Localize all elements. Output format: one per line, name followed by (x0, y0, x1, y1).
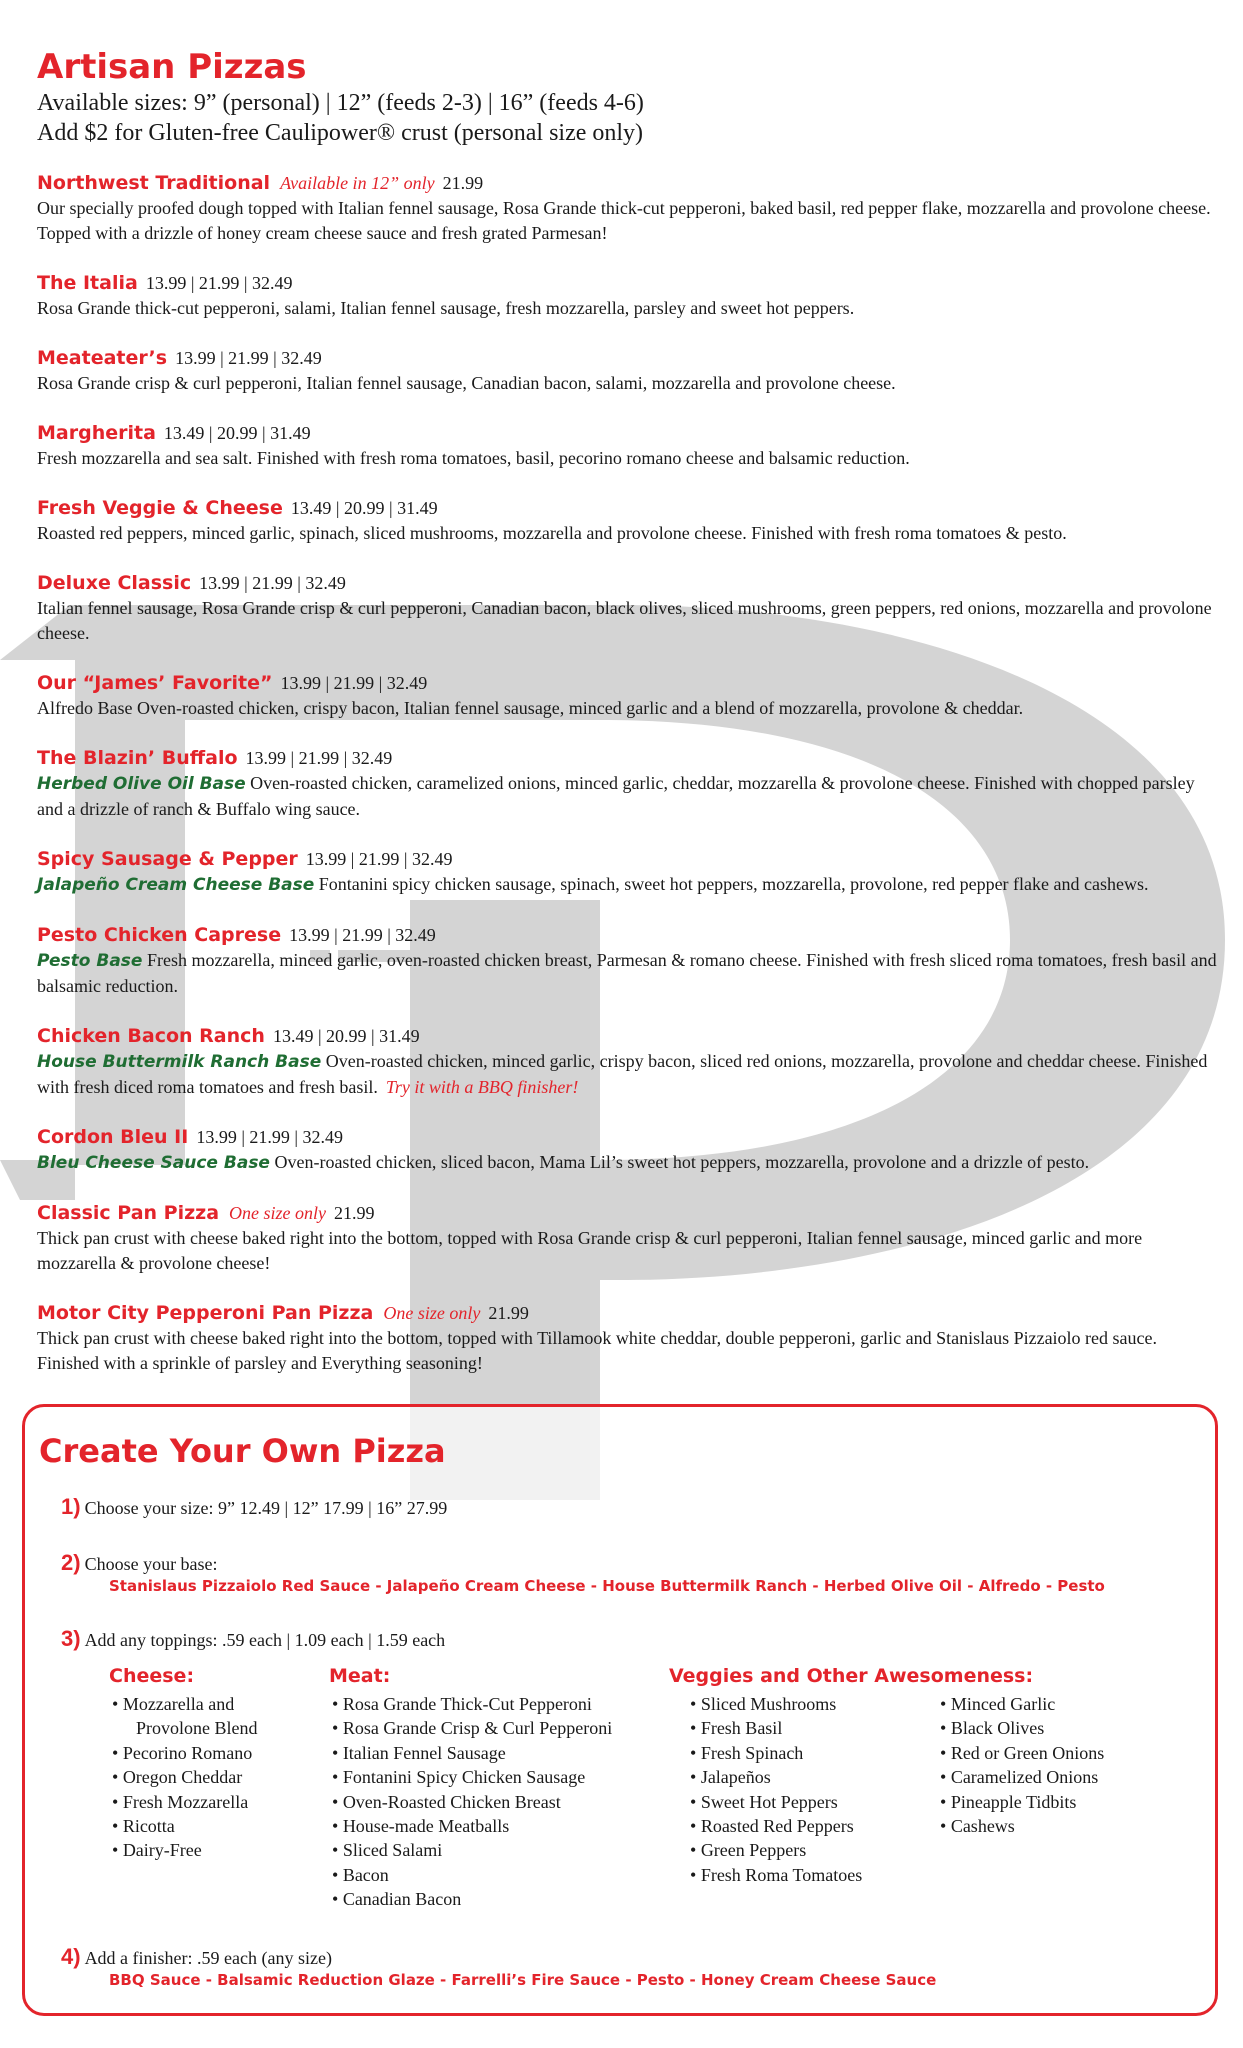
sizes-line: Available sizes: 9” (personal) | 12” (feeds 2-3) | 16” (feeds 4-6) (37, 90, 644, 116)
pizza-price: 13.49 | 20.99 | 31.49 (163, 423, 311, 443)
pizza-item (37, 1201, 1222, 1276)
list-item: • House-made Meatballs (332, 1814, 672, 1838)
pizza-header (37, 346, 1222, 371)
pizza-description: Roasted red peppers, minced garlic, spinach, sliced mushrooms, mozzarella and provolone cheese. Finished with fresh roma tomatoes & pesto. (37, 523, 1067, 543)
pizza-item (37, 671, 1222, 721)
list-item: • Fresh Mozzarella (112, 1790, 292, 1814)
pizza-price: 13.99 | 21.99 | 32.49 (175, 348, 322, 368)
pizza-header (37, 671, 1222, 696)
pizza-price: 13.99 | 21.99 | 32.49 (196, 1127, 344, 1147)
pizza-item (37, 1125, 1222, 1176)
pizza-description-block (37, 296, 1222, 321)
pizza-description: Fontanini spicy chicken sausage, spinach, sweet hot peppers, mozzarella, provolone, red pepper flake and cashews. (318, 874, 1149, 894)
pizza-name: Fresh Veggie & Cheese (37, 497, 283, 519)
list-item: • Fresh Basil (690, 1716, 930, 1740)
step-text: Add a finisher: .59 each (any size) (84, 1948, 332, 1968)
step-text: Choose your size: 9” 12.49 | 12” 17.99 | 16” 27.99 (84, 1498, 448, 1518)
list-item: • Bacon (332, 1863, 672, 1887)
pizza-description: Thick pan crust with cheese baked right into the bottom, topped with Rosa Grande crisp & curl pepperoni, Italian fennel sausage, minced garlic and more mozzarella & provolone cheese! (37, 1228, 1143, 1273)
pizza-name: Pesto Chicken Caprese (37, 924, 282, 946)
list-item: • Sliced Salami (332, 1838, 672, 1862)
pizza-description: Fresh mozzarella, minced garlic, oven-roasted chicken breast, Parmesan & romano cheese. Finished with fresh sliced roma tomatoes, fresh basil and balsamic reduction. (37, 950, 1217, 996)
pizza-item (37, 346, 1222, 396)
list-item: • Dairy-Free (112, 1838, 292, 1862)
pizza-base: Pesto Base (37, 951, 143, 971)
pizza-price: 21.99 (442, 173, 484, 193)
pizza-description-block (37, 371, 1222, 396)
pizza-description-block (37, 596, 1222, 646)
pizza-description-block (37, 446, 1222, 471)
pizza-header (37, 923, 1222, 948)
pizza-item (37, 923, 1222, 999)
pizza-description-block (37, 696, 1222, 721)
list-item: • Oregon Cheddar (112, 1765, 292, 1789)
pizza-description-block (37, 948, 1222, 999)
step-number: 3) (61, 1626, 81, 1651)
pizza-name: Classic Pan Pizza (37, 1202, 220, 1224)
step-text: Add any toppings: .59 each | 1.09 each | 1.59 each (84, 1630, 446, 1650)
pizza-item (37, 847, 1222, 898)
pizza-description: Thick pan crust with cheese baked right into the bottom, topped with Tillamook white cheddar, double pepperoni, garlic and Stanislaus Pizzaiolo red sauce. Finished with a sprinkle of parsley and Everything seasoning! (37, 1328, 1158, 1373)
pizza-name: Motor City Pepperoni Pan Pizza (37, 1302, 374, 1324)
list-item: • Oven-Roasted Chicken Breast (332, 1790, 672, 1814)
pizza-price: 13.49 | 20.99 | 31.49 (290, 498, 438, 518)
pizza-name: Cordon Bleu II (37, 1126, 189, 1148)
list-item: • Cashews (940, 1814, 1180, 1838)
header (37, 46, 1217, 148)
pizza-description-block (37, 521, 1222, 546)
pizza-header (37, 746, 1222, 771)
pizza-name: Spicy Sausage & Pepper (37, 848, 298, 870)
pizza-price: 21.99 (334, 1203, 375, 1223)
pizza-item (37, 421, 1222, 471)
pizza-base: House Buttermilk Ranch Base (37, 1052, 322, 1072)
list-item: • Minced Garlic (940, 1692, 1180, 1716)
list-item: • Rosa Grande Crisp & Curl Pepperoni (332, 1716, 672, 1740)
pizza-item (37, 1024, 1222, 1100)
veggies-heading: Veggies and Other Awesomeness: (669, 1665, 1034, 1687)
pizza-item (37, 496, 1222, 546)
pizza-price: 13.49 | 20.99 | 31.49 (272, 1026, 420, 1046)
cheese-list (112, 1692, 292, 1863)
list-item: • Fontanini Spicy Chicken Sausage (332, 1765, 672, 1789)
pizza-header (37, 1301, 1222, 1326)
step-number: 1) (61, 1494, 81, 1519)
pizza-description: Oven-roasted chicken, sliced bacon, Mama Lil’s sweet hot peppers, mozzarella, provolone and a drizzle of pesto. (274, 1152, 1090, 1172)
base-options: Stanislaus Pizzaiolo Red Sauce - Jalapeño Cream Cheese - House Buttermilk Ranch - Herbed Olive Oil - Alfredo - Pesto (109, 1577, 1105, 1595)
pizza-list (37, 171, 1222, 1401)
pizza-size-note: Available in 12” only (280, 173, 435, 193)
step-base (61, 1551, 218, 1576)
pizza-price: 21.99 (488, 1303, 529, 1323)
pizza-description-block (37, 196, 1222, 246)
meat-list (332, 1692, 672, 1912)
pizza-base: Herbed Olive Oil Base (37, 774, 246, 794)
meat-heading: Meat: (329, 1665, 391, 1687)
list-item: • Jalapeños (690, 1765, 930, 1789)
pizza-name: The Italia (37, 272, 138, 294)
pizza-name: Deluxe Classic (37, 572, 192, 594)
list-item: • Fresh Spinach (690, 1741, 930, 1765)
page-title: Artisan Pizzas (37, 47, 307, 87)
pizza-item (37, 1301, 1222, 1376)
veggies-list-2 (940, 1692, 1180, 1838)
cheese-heading: Cheese: (109, 1665, 195, 1687)
list-item: • Mozzarella and Provolone Blend (112, 1692, 292, 1741)
list-item: • Italian Fennel Sausage (332, 1741, 672, 1765)
pizza-price: 13.99 | 21.99 | 32.49 (245, 748, 393, 768)
pizza-header (37, 171, 1222, 196)
pizza-description-block (37, 1150, 1222, 1176)
pizza-description: Italian fennel sausage, Rosa Grande crisp & curl pepperoni, Canadian bacon, black olives, sliced mushrooms, green peppers, red onions, mozzarella and provolone cheese. (37, 598, 1212, 643)
pizza-header (37, 847, 1222, 872)
pizza-price: 13.99 | 21.99 | 32.49 (289, 925, 436, 945)
pizza-item (37, 746, 1222, 822)
pizza-header (37, 1024, 1222, 1049)
step-number: 4) (61, 1944, 81, 1969)
list-item: • Pecorino Romano (112, 1741, 292, 1765)
step-finisher (61, 1945, 332, 1970)
list-item: • Caramelized Onions (940, 1765, 1180, 1789)
step-number: 2) (61, 1550, 81, 1575)
list-item: • Sliced Mushrooms (690, 1692, 930, 1716)
cyo-title: Create Your Own Pizza (39, 1432, 446, 1470)
gluten-free-line: Add $2 for Gluten-free Caulipower® crust (personal size only) (37, 120, 644, 146)
pizza-item (37, 571, 1222, 646)
step-toppings (61, 1627, 445, 1652)
pizza-base: Bleu Cheese Sauce Base (37, 1153, 270, 1173)
pizza-description: Our specially proofed dough topped with Italian fennel sausage, Rosa Grande thick-cut pepperoni, baked basil, red pepper flake, mozzarella and provolone cheese. Topped with a drizzle of honey cream cheese sauce and fresh grated Parmesan! (37, 198, 1211, 243)
pizza-name: Chicken Bacon Ranch (37, 1025, 265, 1047)
pizza-description: Fresh mozzarella and sea salt. Finished with fresh roma tomatoes, basil, pecorino romano cheese and balsamic reduction. (37, 448, 910, 468)
list-item: • Ricotta (112, 1814, 292, 1838)
pizza-description: Oven-roasted chicken, minced garlic, crispy bacon, sliced red onions, mozzarella, provolone and cheddar cheese. Finished with fresh diced roma tomatoes and fresh basil. (37, 1051, 1208, 1097)
finisher-options: BBQ Sauce - Balsamic Reduction Glaze - Farrelli’s Fire Sauce - Pesto - Honey Cream Cheese Sauce (109, 1971, 937, 1989)
pizza-header (37, 496, 1222, 521)
pizza-base: Jalapeño Cream Cheese Base (37, 875, 315, 895)
pizza-description-block (37, 771, 1222, 822)
pizza-description: Rosa Grande crisp & curl pepperoni, Italian fennel sausage, Canadian bacon, salami, mozzarella and provolone cheese. (37, 373, 896, 393)
pizza-price: 13.99 | 21.99 | 32.49 (199, 573, 346, 593)
step-size (61, 1495, 447, 1520)
pizza-name: Northwest Traditional (37, 172, 271, 194)
pizza-header (37, 1125, 1222, 1150)
list-item: • Black Olives (940, 1716, 1180, 1740)
list-item: • Rosa Grande Thick-Cut Pepperoni (332, 1692, 672, 1716)
pizza-description-block (37, 1049, 1222, 1100)
pizza-price: 13.99 | 21.99 | 32.49 (280, 673, 428, 693)
veggies-list-1 (690, 1692, 930, 1887)
pizza-description: Oven-roasted chicken, caramelized onions, minced garlic, cheddar, mozzarella & provolone cheese. Finished with chopped parsley and a drizzle of ranch & Buffalo wing sauce. (37, 773, 1195, 819)
pizza-description-block (37, 1326, 1222, 1376)
pizza-item (37, 171, 1222, 246)
list-item: • Pineapple Tidbits (940, 1790, 1180, 1814)
pizza-header (37, 421, 1222, 446)
pizza-price: 13.99 | 21.99 | 32.49 (305, 849, 453, 869)
list-item: • Green Peppers (690, 1838, 930, 1862)
list-item: • Sweet Hot Peppers (690, 1790, 930, 1814)
create-your-own-box (22, 1404, 1218, 2016)
pizza-description: Alfredo Base Oven-roasted chicken, crispy bacon, Italian fennel sausage, minced garlic and a blend of mozzarella, provolone & cheddar. (37, 698, 1024, 718)
step-text: Choose your base: (84, 1554, 218, 1574)
pizza-price: 13.99 | 21.99 | 32.49 (145, 273, 293, 293)
pizza-name: The Blazin’ Buffalo (37, 747, 238, 769)
pizza-description-block (37, 1226, 1222, 1276)
list-item: • Roasted Red Peppers (690, 1814, 930, 1838)
list-item: • Fresh Roma Tomatoes (690, 1863, 930, 1887)
list-item: • Red or Green Onions (940, 1741, 1180, 1765)
pizza-name: Meateater’s (37, 347, 168, 369)
list-item: • Canadian Bacon (332, 1887, 672, 1911)
pizza-name: Our “James’ Favorite” (37, 672, 273, 694)
pizza-tip: Try it with a BBQ finisher! (385, 1077, 579, 1097)
pizza-description: Rosa Grande thick-cut pepperoni, salami, Italian fennel sausage, fresh mozzarella, parsley and sweet hot peppers. (37, 298, 855, 318)
pizza-header (37, 571, 1222, 596)
pizza-size-note: One size only (383, 1303, 481, 1323)
pizza-header (37, 1201, 1222, 1226)
pizza-item (37, 271, 1222, 321)
pizza-header (37, 271, 1222, 296)
pizza-size-note: One size only (229, 1203, 327, 1223)
pizza-name: Margherita (37, 422, 156, 444)
pizza-description-block (37, 872, 1222, 898)
